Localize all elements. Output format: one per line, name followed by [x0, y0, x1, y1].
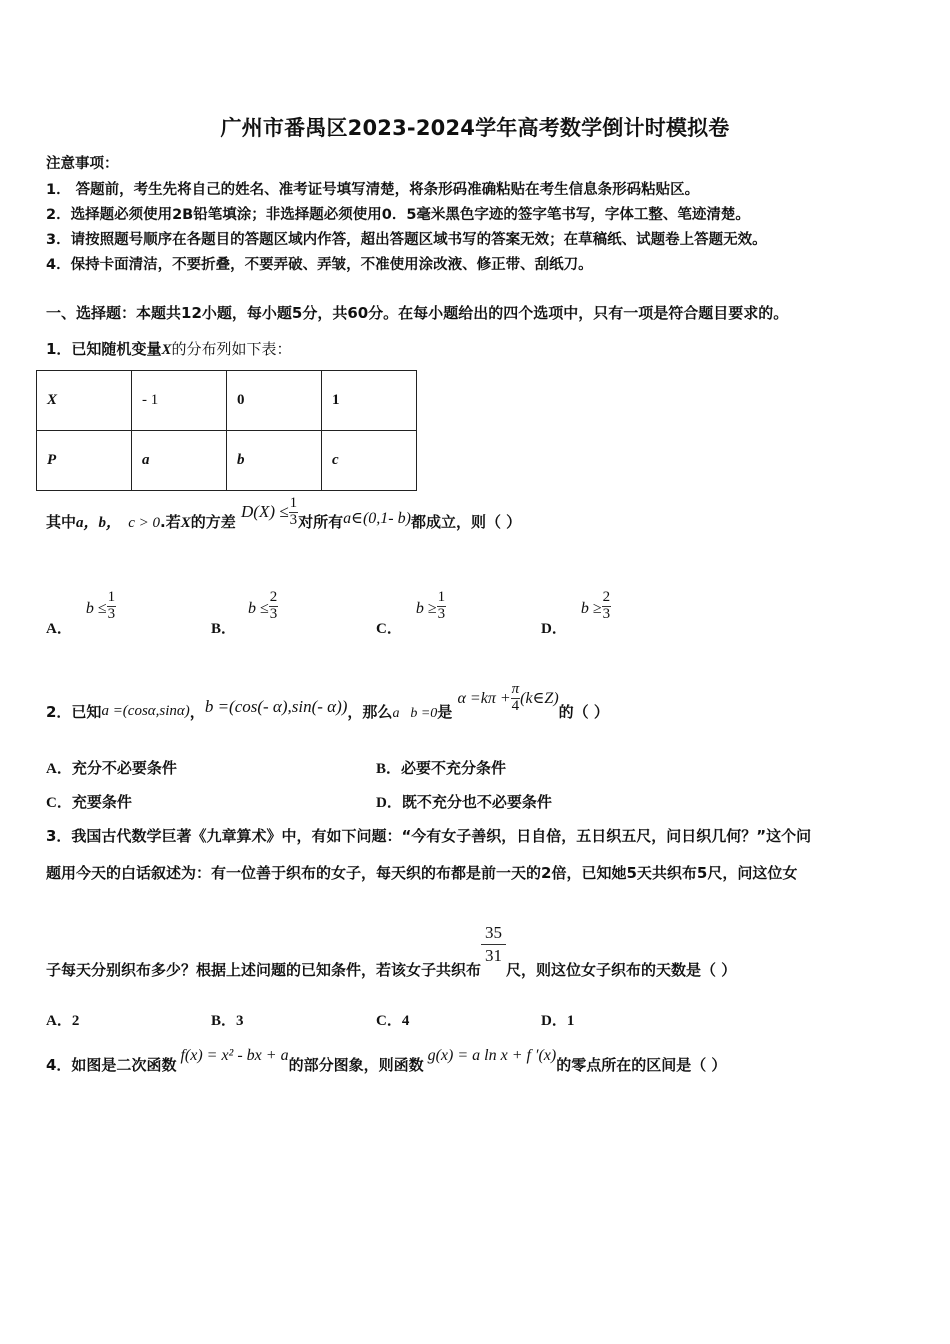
- q1-cond-a: 其中: [46, 512, 77, 531]
- q2-tail: 的（ ）: [558, 702, 609, 721]
- q2-option-c: C．充要条件: [46, 793, 132, 811]
- q2-kz: (k∈Z): [520, 689, 559, 707]
- question-3-line-1: 3．我国古代数学巨著《九章算术》中，有如下问题：“今有女子善织，日自倍，五日织五尺，问日织几何？”这个问: [46, 827, 812, 845]
- question-1-condition: [46, 495, 522, 539]
- q2-pi-fraction: $\frac{\pi}{4}$: [511, 681, 520, 714]
- q3-fraction: $\frac{35}{31}$: [481, 924, 506, 965]
- q2-option-d: D．既不充分也不必要条件: [376, 793, 552, 811]
- table-cell: - 1: [132, 371, 227, 431]
- question-4: 4．如图是二次函数f(x) = x² - bx + a的部分图象，则函数g(x) = a ln x + f ′(x)的零点所在的区间是（ ）: [46, 1047, 727, 1074]
- q3-option-a: A．2: [46, 1013, 80, 1029]
- q1-cond-c: c > 0: [128, 514, 161, 531]
- notice-item: 1． 答题前，考生先将自己的姓名、准考证号填写清楚，将条形码准确粘贴在考生信息条形码粘贴区。: [46, 182, 700, 198]
- question-3-line-2: 题用今天的白话叙述为：有一位善于织布的女子，每天织的布都是前一天的2倍，已知她5天共织布5尺，问这位女: [46, 864, 798, 882]
- q1-cond-b: .若: [160, 512, 181, 531]
- q2-is: 是: [437, 702, 453, 721]
- q3-option-b: B．3: [211, 1013, 244, 1029]
- q1-cond-d: 的方差: [190, 512, 236, 531]
- table-cell: 1: [322, 371, 417, 431]
- q2-dot-product: a⃗b =0: [392, 705, 438, 721]
- q1-cond-ab: a，b，: [76, 514, 122, 531]
- page-title: 广州市番禺区2023-2024学年高考数学倒计时模拟卷: [220, 116, 730, 140]
- q1-option-d: D．b ≥ $\frac{2}{3}$: [541, 589, 611, 637]
- notice-item: 4．保持卡面清洁，不要折叠，不要弄破、弄皱，不准使用涂改液、修正带、刮纸刀。: [46, 257, 593, 273]
- q2-vector-a: a =(cosα,sinα): [101, 702, 190, 719]
- q2-intro: 2．已知: [46, 702, 102, 721]
- table-row: [37, 371, 417, 431]
- table-row: [37, 431, 417, 491]
- q1-intro-b: 的分布列如下表：: [171, 342, 292, 358]
- q1-variance-fraction: $\frac{1}{3}$: [289, 495, 298, 528]
- q3-option-d: D．1: [541, 1013, 575, 1029]
- table-cell: b: [227, 431, 322, 491]
- notice-item: 2．选择题必须使用2B铅笔填涂；非选择题必须使用0．5毫米黑色字迹的签字笔书写，字体工整、笔迹清楚。: [46, 207, 750, 223]
- q1-option-b: B．b ≤ $\frac{2}{3}$: [211, 589, 278, 637]
- q2-vector-b: b =(cos(- α),sin(- α)): [204, 696, 348, 716]
- q1-option-a: A．b ≤ $\frac{1}{3}$: [46, 589, 116, 637]
- q2-comma: ，: [189, 702, 205, 721]
- question-3-line-3: 子每天分别织布多少？根据上述问题的已知条件，若该女子共织布 $\frac{35}{31}$ 尺，则这位女子织布的天数是（ ）: [46, 923, 737, 979]
- q1-option-c: C．b ≥ $\frac{1}{3}$: [376, 589, 446, 637]
- notice-heading: 注意事项：: [46, 156, 119, 172]
- q4-g-function: g(x) = a ln x + f ′(x): [427, 1047, 557, 1064]
- q1-intro-a: 1．已知随机变量: [46, 340, 162, 358]
- table-cell: 0: [227, 371, 322, 431]
- q2-option-a: A．充分不必要条件: [46, 759, 177, 777]
- question-2: [46, 676, 609, 721]
- q1-a-range: a∈(0,1- b): [343, 509, 411, 527]
- q3-option-c: C．4: [376, 1013, 410, 1029]
- q4-f-function: f(x) = x² - bx + a: [180, 1047, 289, 1064]
- question-1-intro: [46, 338, 291, 359]
- q2-then: ，那么: [347, 702, 393, 721]
- q2-alpha-expr: α =kπ +: [457, 689, 511, 707]
- table-cell: c: [322, 431, 417, 491]
- table-cell: P: [37, 431, 132, 491]
- notice-item: 3．请按照题号顺序在各题目的答题区域内作答，超出答题区域书写的答案无效；在草稿纸、试题卷上答题无效。: [46, 232, 767, 248]
- distribution-table: [36, 370, 417, 491]
- q1-var: X: [161, 342, 172, 358]
- q1-cond-X: X: [180, 514, 191, 531]
- section-heading: 一、选择题：本题共12小题，每小题5分，共60分。在每小题给出的四个选项中，只有一项是符合题目要求的。: [46, 304, 789, 322]
- q1-cond-f: 都成立，则（ ）: [410, 512, 522, 531]
- q1-variance-expr: D(X) ≤: [241, 501, 289, 521]
- q2-option-b: B．必要不充分条件: [376, 759, 507, 777]
- table-cell: X: [37, 371, 132, 431]
- table-cell: a: [132, 431, 227, 491]
- q1-cond-e: 对所有: [298, 512, 344, 531]
